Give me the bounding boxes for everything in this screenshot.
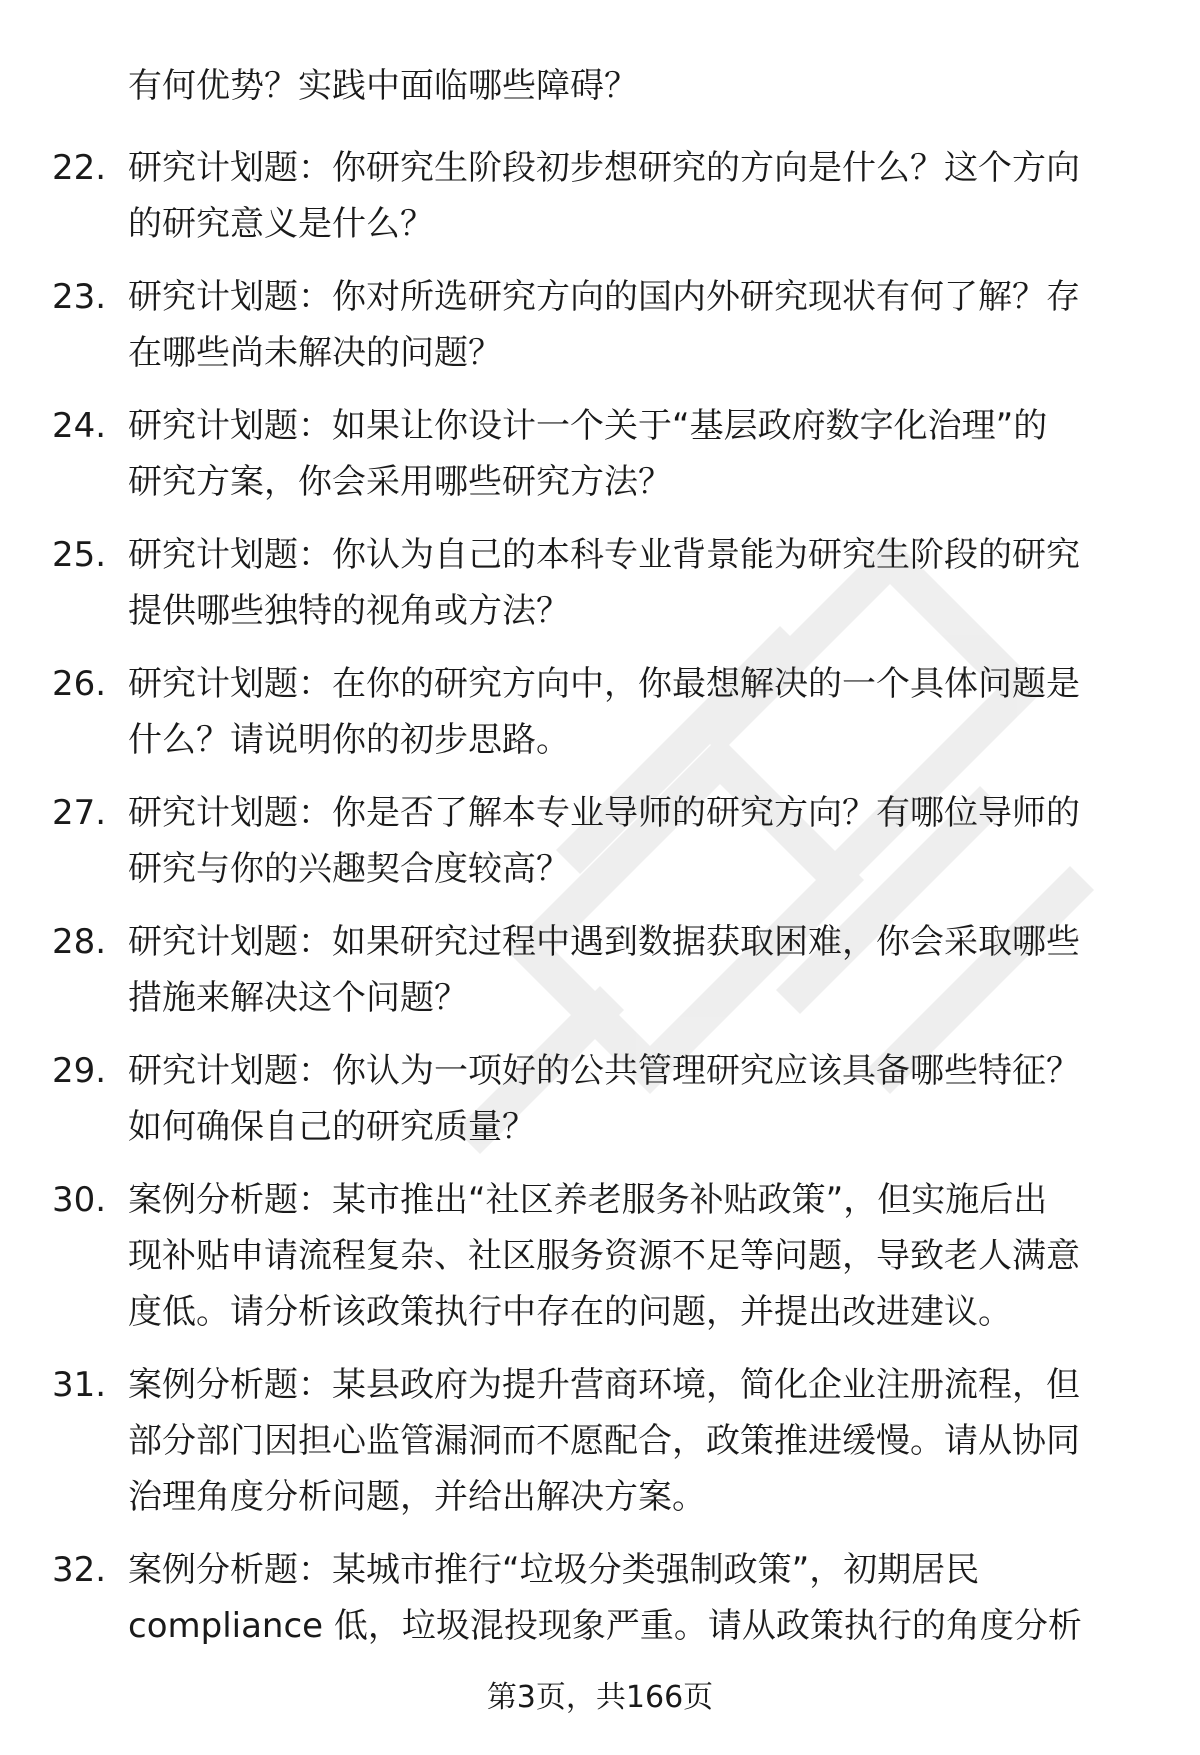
question-item bbox=[0, 527, 1200, 639]
question-item bbox=[0, 1172, 1200, 1340]
question-text-line: 研究计划题：如果让你设计一个关于“基层政府数字化治理”的 bbox=[128, 406, 1048, 446]
question-number: 24. bbox=[52, 406, 107, 446]
question-item bbox=[0, 1357, 1200, 1525]
question-number: 23. bbox=[52, 277, 107, 317]
question-text-line: 的研究意义是什么？ bbox=[128, 204, 434, 244]
page-footer: 第3页，共166页 bbox=[486, 1680, 714, 1715]
question-item bbox=[0, 398, 1200, 510]
question-number: 30. bbox=[52, 1180, 107, 1220]
question-text-line: 研究与你的兴趣契合度较高？ bbox=[128, 849, 570, 889]
question-number: 27. bbox=[52, 793, 107, 833]
question-text-line: 措施来解决这个问题？ bbox=[128, 978, 468, 1018]
question-text-line: 提供哪些独特的视角或方法？ bbox=[128, 591, 570, 631]
question-text-line: 如何确保自己的研究质量？ bbox=[128, 1107, 536, 1147]
question-item bbox=[0, 269, 1200, 381]
question-number: 28. bbox=[52, 922, 107, 962]
question-text-line: compliance 低，垃圾混投现象严重。请从政策执行的角度分析 bbox=[128, 1606, 1082, 1646]
question-number: 32. bbox=[52, 1550, 107, 1590]
question-text-line: 度低。请分析该政策执行中存在的问题，并提出改进建议。 bbox=[128, 1292, 1012, 1332]
question-text-line: 研究方案，你会采用哪些研究方法？ bbox=[128, 462, 672, 502]
question-item bbox=[0, 1542, 1200, 1654]
question-item bbox=[0, 656, 1200, 768]
question-list bbox=[0, 140, 1200, 1671]
question-text-line: 部分部门因担心监管漏洞而不愿配合，政策推进缓慢。请从协同 bbox=[128, 1421, 1080, 1461]
question-text-line: 研究计划题：如果研究过程中遇到数据获取困难，你会采取哪些 bbox=[128, 922, 1080, 962]
question-number: 26. bbox=[52, 664, 107, 704]
question-text-line: 治理角度分析问题，并给出解决方案。 bbox=[128, 1477, 706, 1517]
question-text-line: 案例分析题：某县政府为提升营商环境，简化企业注册流程，但 bbox=[128, 1365, 1080, 1405]
question-text-line: 研究计划题：你是否了解本专业导师的研究方向？有哪位导师的 bbox=[128, 793, 1080, 833]
question-number: 29. bbox=[52, 1051, 107, 1091]
question-text-line: 案例分析题：某城市推行“垃圾分类强制政策”，初期居民 bbox=[128, 1550, 980, 1590]
question-number: 25. bbox=[52, 535, 107, 575]
question-text-line: 研究计划题：你对所选研究方向的国内外研究现状有何了解？存 bbox=[128, 277, 1080, 317]
question-text-line: 研究计划题：在你的研究方向中，你最想解决的一个具体问题是 bbox=[128, 664, 1080, 704]
question-21-continuation: 有何优势？实践中面临哪些障碍？ bbox=[128, 66, 638, 106]
question-text-line: 研究计划题：你认为一项好的公共管理研究应该具备哪些特征？ bbox=[128, 1051, 1080, 1091]
question-text-line: 现补贴申请流程复杂、社区服务资源不足等问题，导致老人满意 bbox=[128, 1236, 1080, 1276]
question-item bbox=[0, 1043, 1200, 1155]
question-text-line: 什么？请说明你的初步思路。 bbox=[128, 720, 570, 760]
question-text-line: 在哪些尚未解决的问题？ bbox=[128, 333, 502, 373]
question-text-line: 案例分析题：某市推出“社区养老服务补贴政策”，但实施后出 bbox=[128, 1180, 1048, 1220]
question-number: 22. bbox=[52, 148, 107, 188]
question-item bbox=[0, 140, 1200, 252]
question-item bbox=[0, 785, 1200, 897]
question-text-line: 研究计划题：你认为自己的本科专业背景能为研究生阶段的研究 bbox=[128, 535, 1080, 575]
question-number: 31. bbox=[52, 1365, 107, 1405]
question-text-line: 研究计划题：你研究生阶段初步想研究的方向是什么？这个方向 bbox=[128, 148, 1080, 188]
question-item bbox=[0, 914, 1200, 1026]
